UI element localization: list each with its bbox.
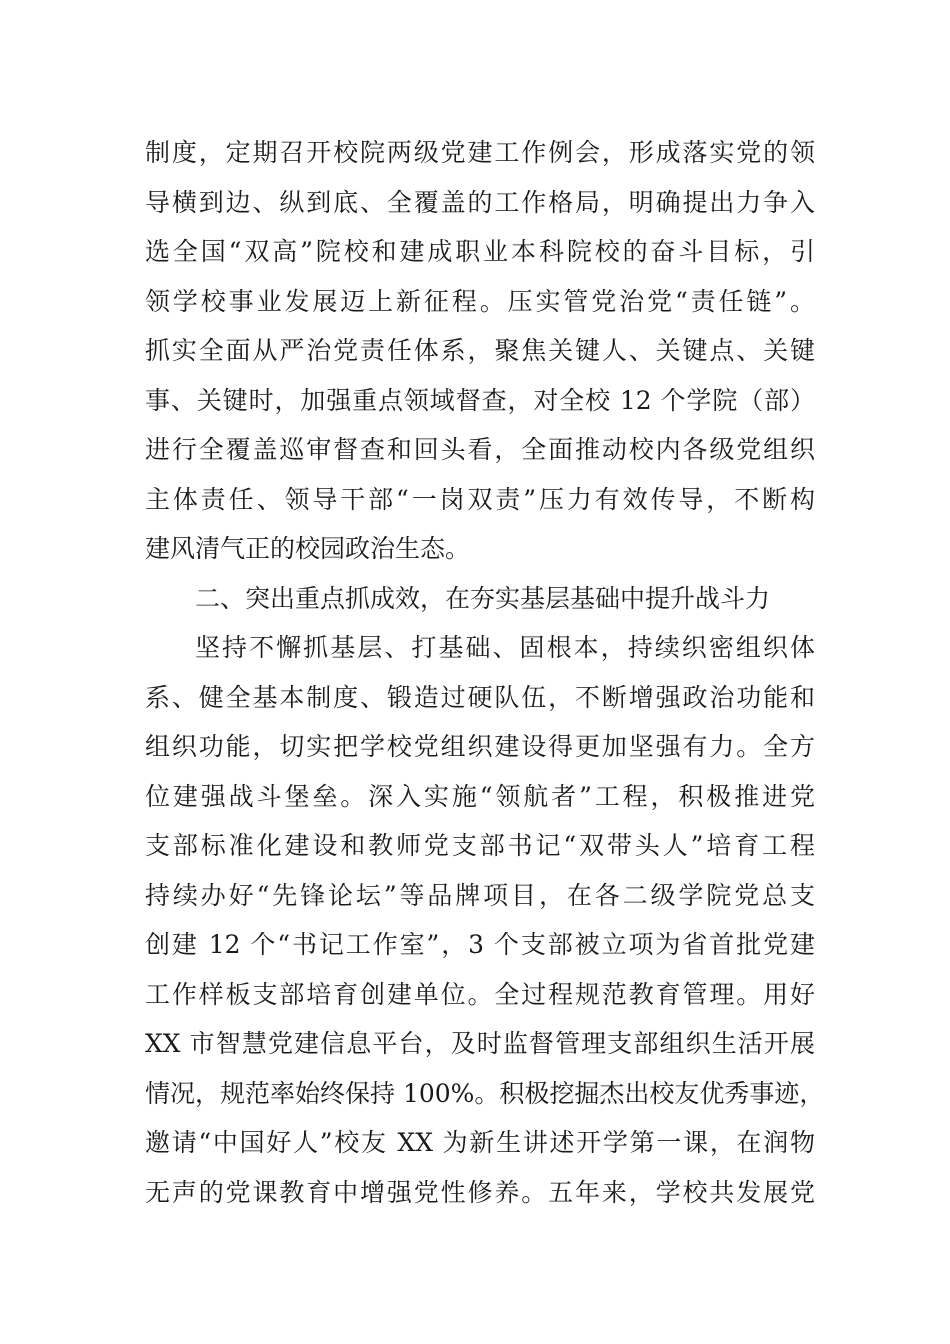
- text-line: 抓实全面从严治党责任体系，聚焦关键人、关键点、关键: [145, 336, 815, 365]
- text-line: 工作样板支部培育创建单位。全过程规范教育管理。用好: [145, 979, 815, 1009]
- text-line: 位建强战斗堡垒。深入实施“领航者”工程，积极推进党: [145, 781, 815, 811]
- text-line: 无声的党课教育中增强党性修养。五年来，学校共发展党: [145, 1177, 815, 1207]
- section-heading: 二、突出重点抓成效，在夯实基层基础中提升战斗力: [195, 583, 771, 613]
- paragraph-party-responsibility: [145, 128, 815, 574]
- text-line: 情况，规范率始终保持 100%。积极挖掘杰出校友优秀事迹，: [145, 1078, 825, 1108]
- text-line: 支部标准化建设和教师党支部书记“双带头人”培育工程: [145, 831, 815, 860]
- text-line: 事、关键时，加强重点领域督查，对全校 12 个学院（部）: [145, 385, 815, 415]
- text-line: 制度，定期召开校院两级党建工作例会，形成落实党的领: [145, 138, 815, 167]
- text-line: 领学校事业发展迈上新征程。压实管党治党“责任链”。: [145, 286, 815, 316]
- text-line: 邀请“中国好人”校友 XX 为新生讲述开学第一课，在润物: [145, 1128, 815, 1157]
- text-line: 组织功能，切实把学校党组织建设得更加坚强有力。全方: [145, 732, 815, 761]
- text-line: 持续办好“先锋论坛”等品牌项目，在各二级学院党总支: [145, 880, 815, 910]
- text-line: 选全国“双高”院校和建成职业本科院校的奋斗目标，引: [145, 237, 815, 266]
- text-line: 系、健全基本制度、锻造过硬队伍，不断增强政治功能和: [145, 682, 815, 712]
- text-line: 坚持不懈抓基层、打基础、固根本，持续织密组织体: [195, 633, 815, 662]
- paragraph-grassroots-foundation: [145, 623, 825, 1217]
- text-line: 创建 12 个“书记工作室”，3 个支部被立项为省首批党建: [145, 930, 815, 959]
- text-line: 导横到边、纵到底、全覆盖的工作格局，明确提出力争入: [145, 187, 815, 217]
- text-line: 主体责任、领导干部“一岗双责”压力有效传导，不断构: [145, 484, 815, 514]
- document-body: [145, 128, 825, 1217]
- text-line: 进行全覆盖巡审督查和回头看，全面推动校内各级党组织: [145, 435, 815, 464]
- text-line: XX 市智慧党建信息平台，及时监督管理支部组织生活开展: [145, 1029, 815, 1058]
- text-line: 建风清气正的校园政治生态。: [145, 534, 471, 563]
